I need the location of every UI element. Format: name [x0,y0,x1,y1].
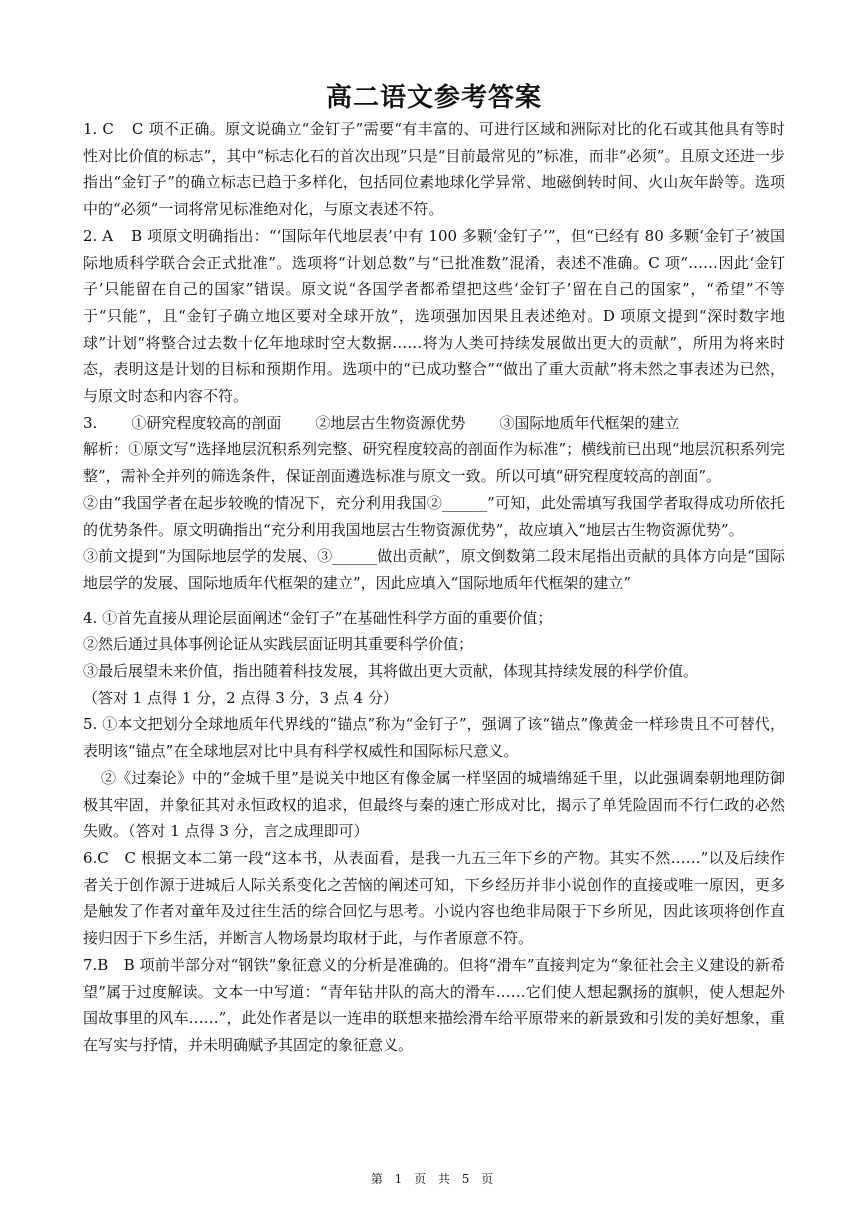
answer-3-option-2: ②地层古生物资源优势 [315,413,466,432]
answer-3-analysis-3: ③前文提到“为国际地层学的发展、③______做出贡献”，原文倒数第二段末尾指出贡献的具体方向是“国际地层学的发展、国际地质年代框架的建立”，因此应填入“国际地质年代框架的建立” [83,547,785,592]
answer-3-options [83,410,785,437]
page-title: 高二语文参考答案 [325,83,542,113]
answer-2-text: B 项原文明确指出：“‘国际年代地层表’中有 100 多颗‘金钉子’”，但“已经有 80 多颗‘金钉子’被国际地质科学联合会正式批准”。选项将“计划总数”与“已批准数”混淆，表述不准确。C 项“……因此‘金钉子’只能留在自己的国家”错误。原文说“各国学者都希望把这些‘金钉子’留在自己的国家”，“希望”不等于“只能”，且“金钉子确立地区要对全球开放”，选项强加因果且表述绝对。D 项原文提到“深时数字地球”计划“将整合过去数十亿年地球时空大数据……将为人类可持续发展做出更大的贡献”，所用为将来时态，表明这是计划的目标和预期作用。选项中的“已成功整合”“做出了重大贡献”将未然之事表述为已然，与原文时态和内容不符。 [83,226,785,406]
answer-3-analysis-1: 解析：①原文写“选择地层沉积系列完整、研究程度较高的剖面作为标准”；横线前已出现“地层沉积系列完整”，需补全并列的筛选条件，保证剖面遴选标准与原文一致。所以可填“研究程度较高的剖面”。 [83,440,785,486]
answer-3-label: 3. [83,413,98,432]
answer-4-line-3: ③最后展望未来价值，指出随着科技发展，其将做出更大贡献，体现其持续发展的科学价值。 [83,662,699,681]
answer-5-part-1: 5. ①本文把划分全球地质年代界线的“锚点”称为“金钉子”，强调了该“锚点”像黄金一样珍贵且不可替代，表明该“锚点”在全球地层对比中具有科学权威性和国际标尺意义。 [83,715,785,761]
answer-3-option-3: ③国际地质年代框架的建立 [499,413,680,432]
answer-5-part-2: ②《过秦论》中的“金城千里”是说关中地区有像金属一样坚固的城墙绵延千里，以此强调秦朝地理防御极其牢固，并象征其对永恒政权的追求，但最终与秦的速亡形成对比，揭示了单凭险固而不行仁政的必然失败。（答对 1 点得 3 分，言之成理即可） [83,768,785,841]
answer-2 [83,223,785,410]
answer-1-text: C 项不正确。原文说确立“金钉子”需要“有丰富的、可进行区域和洲际对比的化石或其他具有等时性对比价值的标志”，其中“标志化石的首次出现”只是“目前最常见的”标准，而非“必须”。且原文还进一步指出“金钉子”的确立标志已趋于多样化，包括同位素地球化学异常、地磁倒转时间、火山灰年龄等。选项中的“必须”一词将常见标准绝对化，与原文表述不符。 [83,120,785,219]
answer-1 [83,116,785,223]
page-footer: 第 1 页 共 5 页 [370,1172,498,1186]
answer-1-label: 1. C [83,120,114,138]
answer-2-label: 2. A [83,226,114,245]
answer-4-scoring: （答对 1 点得 1 分，2 点得 3 分，3 点 4 分） [83,688,398,707]
answer-4-line-2: ②然后通过具体事例论证从实践层面证明其重要科学价值； [83,635,474,654]
answer-3-analysis-2: ②由“我国学者在起步较晚的情况下，充分利用我国②______”可知，此处需填写我国学者取得成功所依托的优势条件。原文明确指出“充分利用我国地层古生物资源优势”，故应填入“地层古生物资源优势”。 [83,493,785,539]
answer-4-line-1: 4. ①首先直接从理论层面阐述“金钉子”在基础性科学方面的重要价值； [83,608,553,627]
answer-3-option-1: ①研究程度较高的剖面 [131,413,282,432]
answer-sheet [83,80,785,1059]
answer-6: 6.C C 根据文本二第一段“这本书，从表面看，是我一九五三年下乡的产物。其实不然……”以及后续作者关于创作源于进城后人际关系变化之苦恼的阐述可知，下乡经历并非小说创作的直接或唯一原因，更多是触发了作者对童年及过往生活的综合回忆与思考。小说内容也绝非局限于下乡所见，因此该项将创作直接归因于下乡生活，并断言人物场景均取材于此，与作者原意不符。 [83,848,785,948]
answer-7: 7.B B 项前半部分对“钢铁”象征意义的分析是准确的。但将“滑车”直接判定为“象征社会主义建设的新希望”属于过度解读。文本一中写道：“青年钻井队的高大的滑车……它们使人想起飘扬的旗帜，使人想起外国故事里的风车……”，此处作者是以一连串的联想来描绘滑车给平原带来的新景致和引发的美好想象，重在写实与抒情，并未明确赋予其固定的象征意义。 [83,955,785,1054]
